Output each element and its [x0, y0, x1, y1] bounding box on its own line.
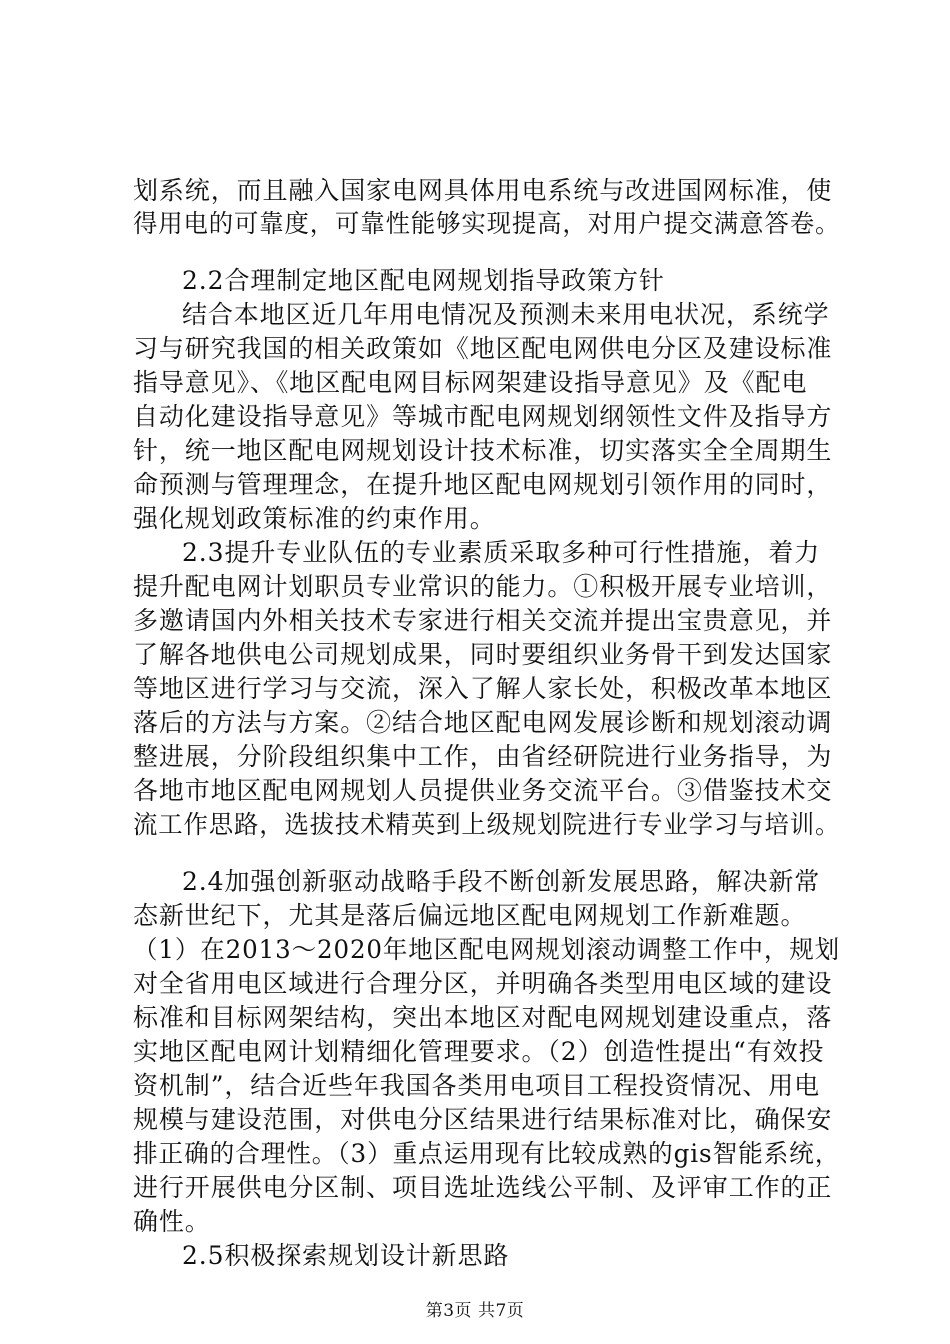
body-text-line: 各地市地区配电网规划人员提供业务交流平台。③借鉴技术交 [133, 776, 833, 805]
body-text-line: 确性。 [133, 1207, 211, 1236]
body-text-line: 习与研究我国的相关政策如《地区配电网供电分区及建设标准 [133, 334, 833, 363]
body-text-line: 提升配电网计划职员专业常识的能力。①积极开展专业培训， [133, 572, 833, 601]
body-text-line: 自动化建设指导意见》等城市配电网规划纲领性文件及指导方 [133, 402, 833, 431]
paragraph-first-line: 结合本地区近几年用电情况及预测未来用电状况，系统学 [182, 300, 830, 329]
body-text-line: 标准和目标网架结构，突出本地区对配电网规划建设重点，落 [133, 1003, 833, 1032]
body-text-line: 流工作思路，选拔技术精英到上级规划院进行专业学习与培训。 [133, 810, 841, 839]
section-heading-2-2: 2.2合理制定地区配电网规划指导政策方针 [182, 266, 665, 295]
body-text-line: 对全省用电区域进行合理分区，并明确各类型用电区域的建设 [133, 969, 833, 998]
body-text-line: （1）在2013～2020年地区配电网规划滚动调整工作中，规划 [133, 935, 841, 964]
body-text-line: 态新世纪下，尤其是落后偏远地区配电网规划工作新难题。 [133, 901, 807, 930]
body-text-line: 整进展，分阶段组织集中工作，由省经研院进行业务指导，为 [133, 742, 833, 771]
page-footer: 第3页 共7页 [425, 1301, 525, 1321]
body-text-line: 命预测与管理理念，在提升地区配电网规划引领作用的同时， [133, 470, 833, 499]
section-heading-2-5: 2.5积极探索规划设计新思路 [182, 1241, 510, 1270]
body-text-line: 资机制”，结合近些年我国各类用电项目工程投资情况、用电 [133, 1071, 821, 1100]
body-text-line: 针，统一地区配电网规划设计技术标准，切实落实全全周期生 [133, 436, 833, 465]
body-text-line: 规模与建设范围，对供电分区结果进行结果标准对比，确保安 [133, 1105, 833, 1134]
body-text-line: 多邀请国内外相关技术专家进行相关交流并提出宝贵意见，并 [133, 606, 833, 635]
body-text-line: 实地区配电网计划精细化管理要求。（2）创造性提出“有效投 [133, 1037, 825, 1066]
body-text-line: 得用电的可靠度，可靠性能够实现提高，对用户提交满意答卷。 [133, 209, 841, 238]
body-text-line: 指导意见》、《地区配电网目标网架建设指导意见》及《配电 [133, 368, 808, 397]
body-text-line: 强化规划政策标准的约束作用。 [133, 504, 496, 533]
section-heading-2-3: 2.3提升专业队伍的专业素质采取多种可行性措施，着力 [182, 538, 821, 567]
body-text-line: 排正确的合理性。（3）重点运用现有比较成熟的gis智能系统， [133, 1139, 841, 1168]
body-text-line: 进行开展供电分区制、项目选址选线公平制、及评审工作的正 [133, 1173, 833, 1202]
section-heading-2-4: 2.4加强创新驱动战略手段不断创新发展思路，解决新常 [182, 867, 821, 896]
body-text-line: 等地区进行学习与交流，深入了解人家长处，积极改革本地区 [133, 674, 833, 703]
body-text-line: 划系统，而且融入国家电网具体用电系统与改进国网标准，使 [133, 176, 833, 205]
body-text-line: 了解各地供电公司规划成果，同时要组织业务骨干到发达国家 [133, 640, 833, 669]
body-text-line: 落后的方法与方案。②结合地区配电网发展诊断和规划滚动调 [133, 708, 833, 737]
